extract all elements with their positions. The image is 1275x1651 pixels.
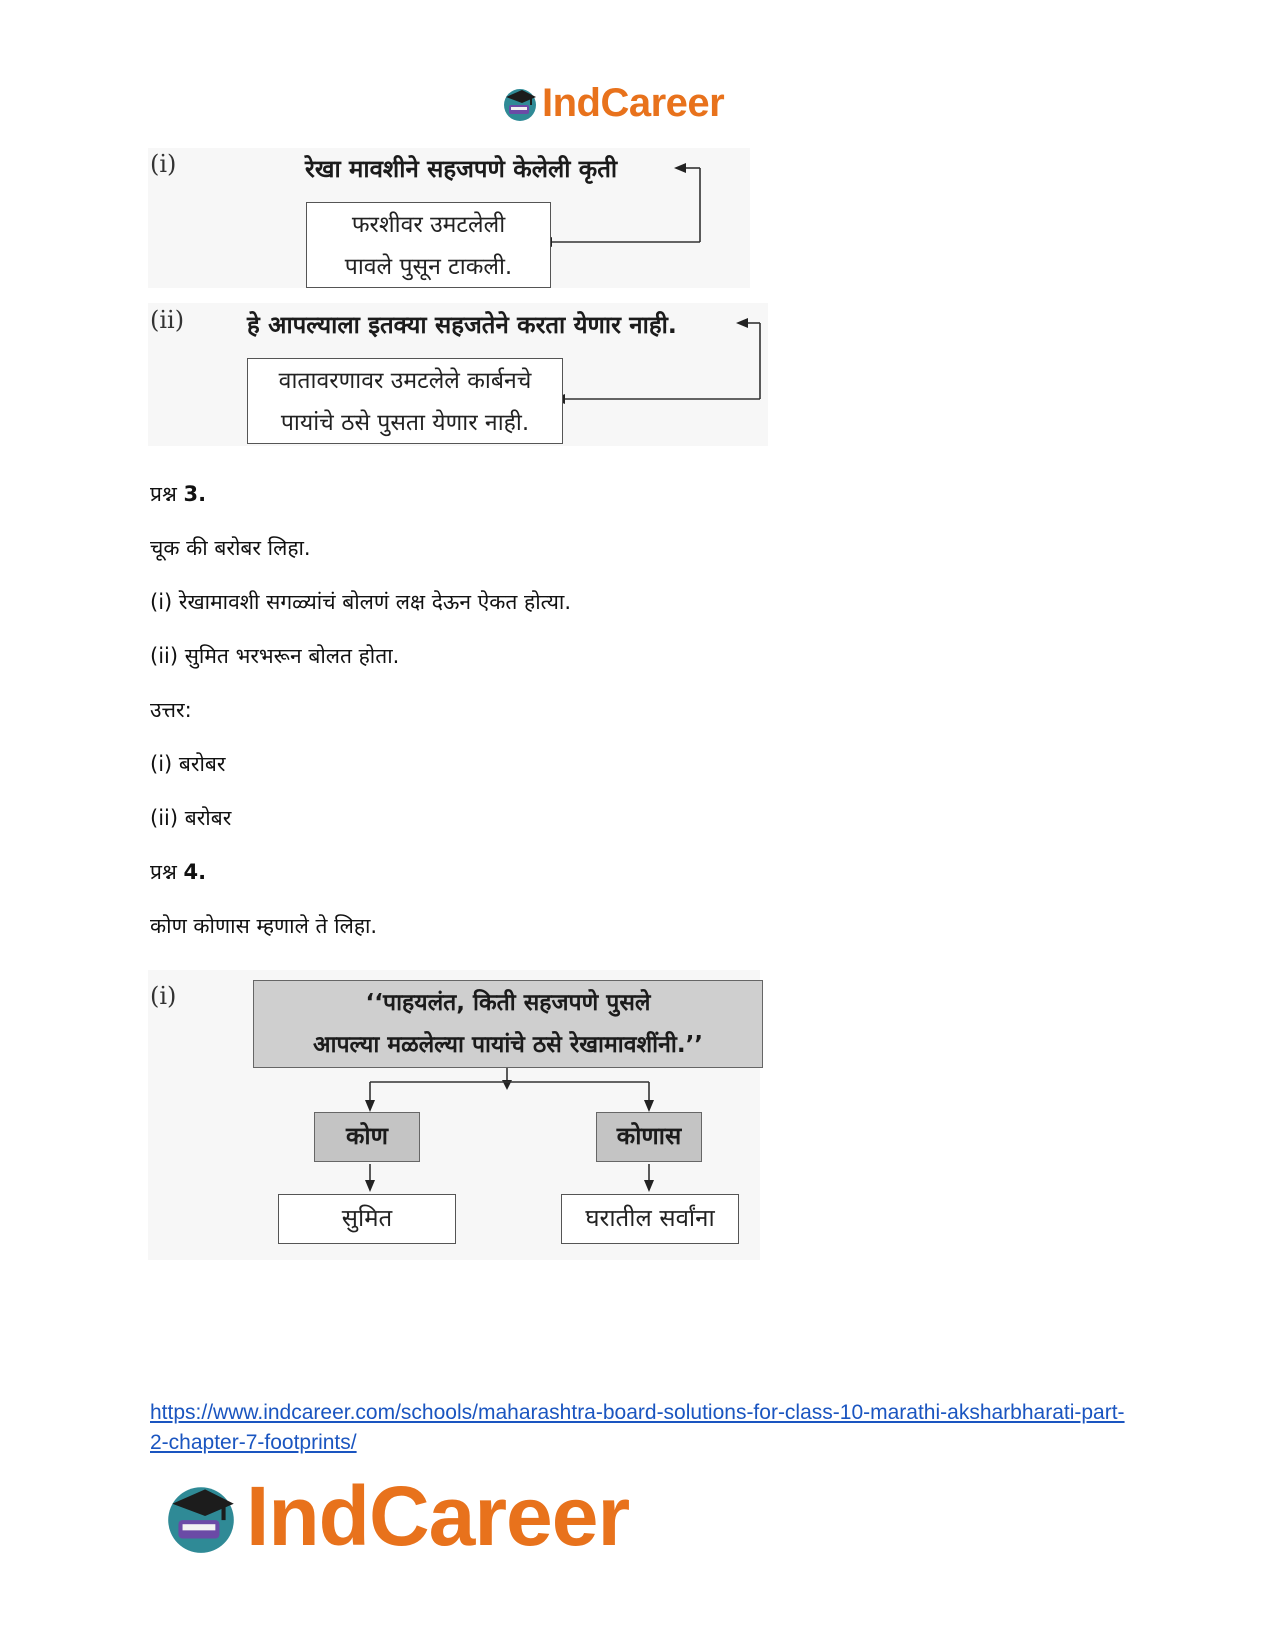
statement: (i) रेखामावशी सगळ्यांचं बोलणं लक्ष देऊन ऐकत होत्या. [150, 590, 572, 614]
brand-wordmark: IndCareer [542, 80, 725, 125]
quote-line: आपल्या मळलेल्या पायांचे ठसे रेखामावशींनी.’’ [312, 1032, 704, 1058]
brand-wordmark: IndCareer [246, 1468, 630, 1563]
answer-line: वातावरणावर उमटलेले कार्बनचे [278, 368, 532, 394]
question-title [150, 858, 206, 886]
question-title [150, 480, 206, 508]
answer-line: फरशीवर उमटलेली [351, 212, 506, 238]
statement: (ii) सुमित भरभरून बोलत होता. [150, 644, 400, 668]
item-number: (i) [150, 982, 177, 1010]
indcareer-logo-top [500, 80, 724, 126]
answer-item: (i) बरोबर [150, 752, 226, 776]
answer-line: पायांचे ठसे पुसता येणार नाही. [280, 410, 530, 436]
item-number: (ii) [150, 306, 185, 334]
indcareer-logo-bottom [160, 1470, 629, 1562]
answer-item: (ii) बरोबर [150, 806, 232, 830]
quote-box [253, 980, 763, 1068]
question-number: 3. [183, 482, 207, 506]
graduation-globe-icon [500, 83, 540, 123]
whom-answer-box: घरातील सर्वांना [561, 1194, 739, 1244]
answer-label: उत्तर: [150, 698, 192, 722]
question-prefix: प्रश्न [150, 482, 177, 506]
graduation-globe-icon [160, 1475, 242, 1557]
who-answer-box: सुमित [278, 1194, 456, 1244]
question-prefix: प्रश्न [150, 860, 177, 884]
footer-source-link[interactable]: https://www.indcareer.com/schools/maharashtra-board-solutions-for-class-10-marathi-aksharbharati-part-2-chapter-7-footprints/ [150, 1401, 1125, 1454]
answer-box [306, 202, 551, 288]
question-instruction: चूक की बरोबर लिहा. [150, 536, 311, 560]
question-number: 4. [183, 860, 207, 884]
quote-line: ‘‘पाहयलंत, किती सहजपणे पुसले [365, 990, 651, 1016]
who-label-box: कोण [314, 1112, 420, 1162]
answer-box [247, 358, 563, 444]
diagram-heading: हे आपल्याला इतक्या सहजतेने करता येणार नाही. [247, 311, 677, 339]
diagram-heading: रेखा मावशीने सहजपणे केलेली कृती [305, 155, 618, 183]
item-number: (i) [150, 150, 177, 178]
whom-label-box: कोणास [596, 1112, 702, 1162]
question-instruction: कोण कोणास म्हणाले ते लिहा. [150, 914, 378, 938]
answer-line: पावले पुसून टाकली. [344, 254, 513, 280]
